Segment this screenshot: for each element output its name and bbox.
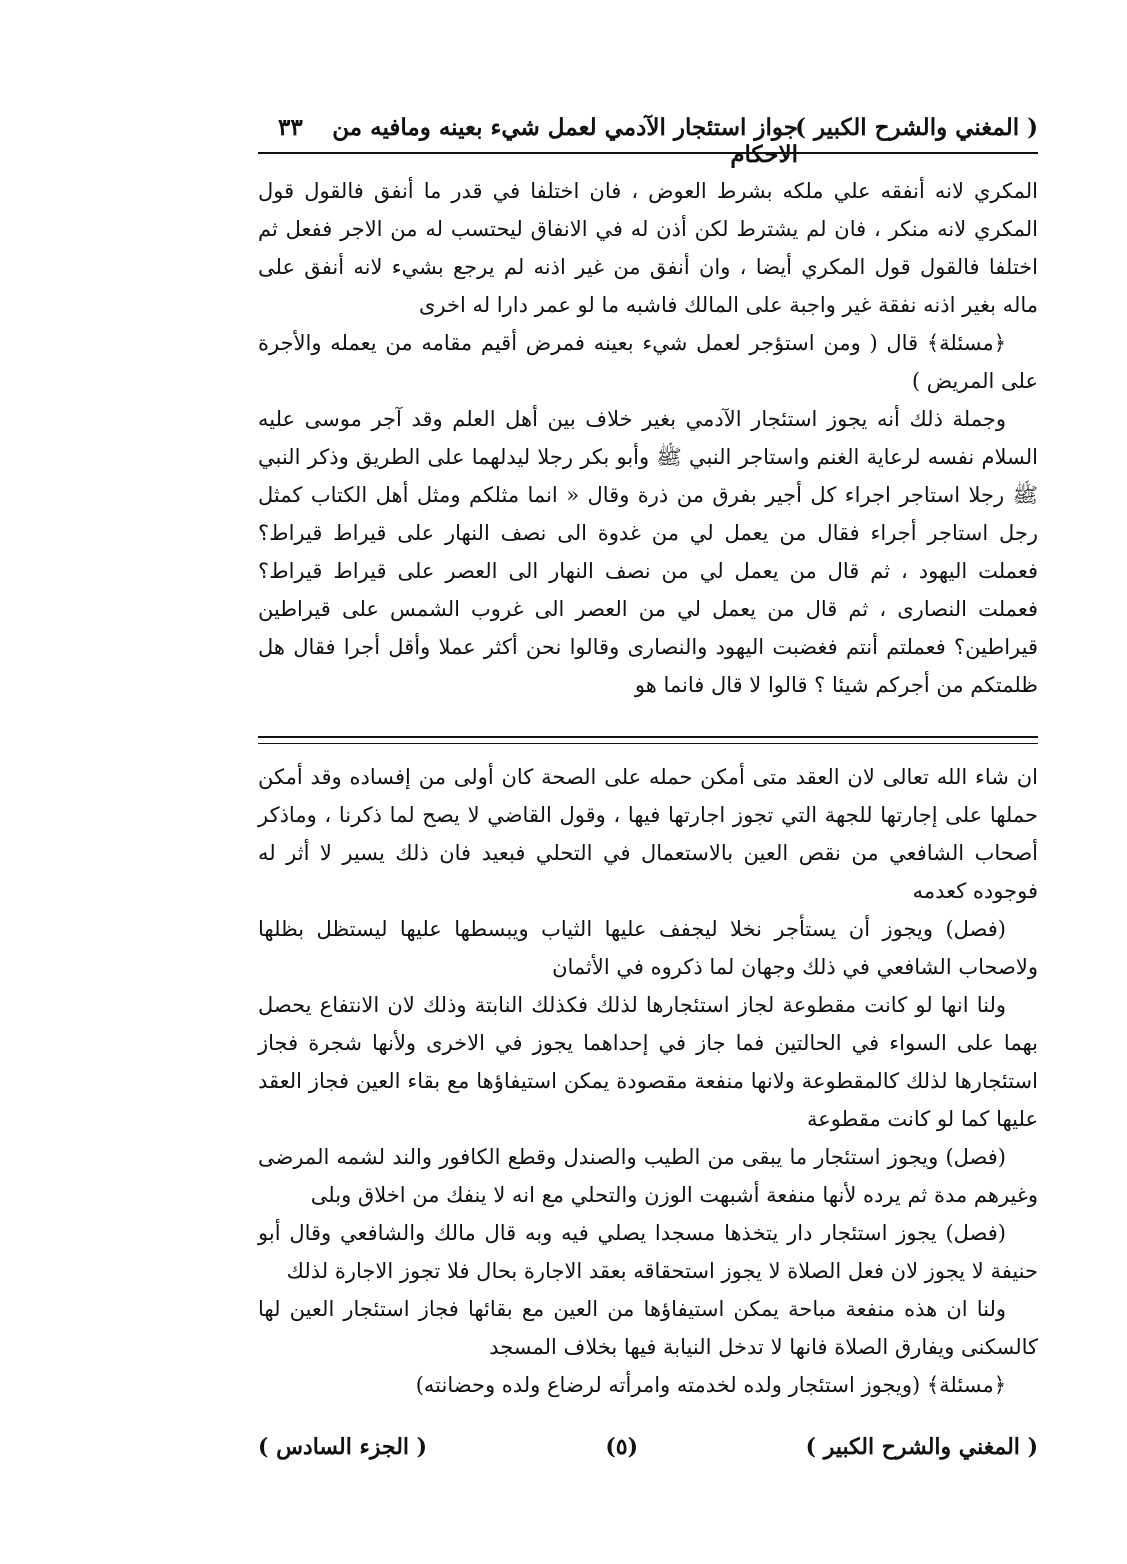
main-text xyxy=(258,172,1038,704)
main-paragraph: وجملة ذلك أنه يجوز استئجار الآدمي بغير خلاف بين أهل العلم وقد آجر موسى عليه السلام نفسه لرعاية الغنم واستاجر النبي ﷺ وأبو بكر رجلا ليدلهما على الطريق وذكر النبي ﷺ رجلا استاجر اجراء كل أجير بفرق من ذرة وقال « انما مثلكم ومثل أهل الكتاب كمثل رجل استاجر أجراء فقال من يعمل لي من غدوة الى نصف النهار على قيراط قيراط؟ فعملت اليهود ، ثم قال من يعمل لي من نصف النهار الى العصر على قيراط قيراط؟ فعملت النصارى ، ثم قال من يعمل لي من العصر الى غروب الشمس على قيراطين قيراطين؟ فعملتم أنتم فغضبت اليهود والنصارى وقالوا نحن أكثر عملا وأقل أجرا فقال هل ظلمتكم من أجركم شيئا ؟ قالوا لا قال فانما هو xyxy=(258,407,1038,697)
footer-volume: ( الجزء السادس ) xyxy=(258,1434,428,1460)
commentary-paragraph: (فصل) ويجوز أن يستأجر نخلا ليجفف عليها الثياب ويبسطها عليها ليستظل بظلها ولاصحاب الشافعي في ذلك وجهان لما ذكروه في الأثمان xyxy=(258,917,1038,979)
commentary-paragraph: ولنا انها لو كانت مقطوعة لجاز استئجارها لذلك فكذلك النابتة وذلك لان الانتفاع يحصل بهما على السواء في الحالتين فما جاز في إحداهما يجوز في الاخرى ولأنها شجرة فجاز استئجارها لذلك كالمقطوعة ولانها منفعة مقصودة يمكن استيفاؤها مع بقاء العين فجاز العقد عليها كما لو كانت مقطوعة xyxy=(258,993,1038,1131)
main-paragraph: المكري لانه أنفقه علي ملكه بشرط العوض ، فان اختلفا في قدر ما أنفق فالقول قول المكري لانه منكر ، فان لم يشترط لكن أذن له في الانفاق ليحتسب له من الاجر ففعل ثم اختلفا فالقول قول المكري أيضا ، وان أنفق من غير اذنه لم يرجع بشيء لانه أنفق على ماله بغير اذنه نفقة غير واجبة على المالك فاشبه ما لو عمر دارا له اخرى xyxy=(258,179,1038,317)
section-divider xyxy=(258,736,1038,744)
commentary-paragraph: (فصل) يجوز استئجار دار يتخذها مسجدا يصلي فيه وبه قال مالك والشافعي وقال أبو حنيفة لا يجوز لان فعل الصلاة لا يجوز استحقاقه بعقد الاجارة بحال فلا تجوز الاجارة لذلك xyxy=(258,1221,1038,1283)
commentary-paragraph: ان شاء الله تعالى لان العقد متى أمكن حمله على الصحة كان أولى من إفساده وقد أمكن حملها على إجارتها للجهة التي تجوز اجارتها فيها ، وقول القاضي لا يصح لما ذكرنا ، وماذكر أصحاب الشافعي من نقص العين بالاستعمال في التحلي فبعيد فان ذلك يسير لا أثر له فوجوده كعدمه xyxy=(258,765,1038,903)
commentary-paragraph: (فصل) ويجوز استئجار ما يبقى من الطيب والصندل وقطع الكافور والند لشمه المرضى وغيرهم مدة ثم يرده لأنها منفعة أشبهت الوزن والتحلي مع انه لا ينفك من اخلاق وبلى xyxy=(258,1145,1038,1207)
header-book-title: ( المغني والشرح الكبير ) xyxy=(795,114,1038,141)
header-rule xyxy=(258,152,1038,154)
commentary-paragraph: ﴿مسئلة﴾ (ويجوز استئجار ولده لخدمته وامرأته لرضاع ولده وحضانته) xyxy=(415,1373,1006,1397)
header-page-number: ٣٣ xyxy=(278,114,303,141)
footer-book-title: ( المغني والشرح الكبير ) xyxy=(805,1434,1038,1460)
running-header xyxy=(258,106,1038,168)
footer-signature-mark: (٥) xyxy=(605,1434,638,1460)
page-footer xyxy=(258,1428,1038,1468)
main-paragraph: ﴿مسئلة﴾ قال ( ومن استؤجر لعمل شيء بعينه فمرض أقيم مقامه من يعمله والأجرة على المريض ) xyxy=(258,331,1038,393)
commentary-paragraph: ولنا ان هذه منفعة مباحة يمكن استيفاؤها من العين مع بقائها فجاز استئجار العين لها كالسكنى ويفارق الصلاة فانها لا تدخل النيابة فيها بخلاف المسجد xyxy=(258,1297,1038,1359)
header-section-title: جواز استئجار الآدمي لعمل شيء بعينه ومافيه من الاحكام xyxy=(332,114,798,168)
commentary-text xyxy=(258,758,1038,1404)
